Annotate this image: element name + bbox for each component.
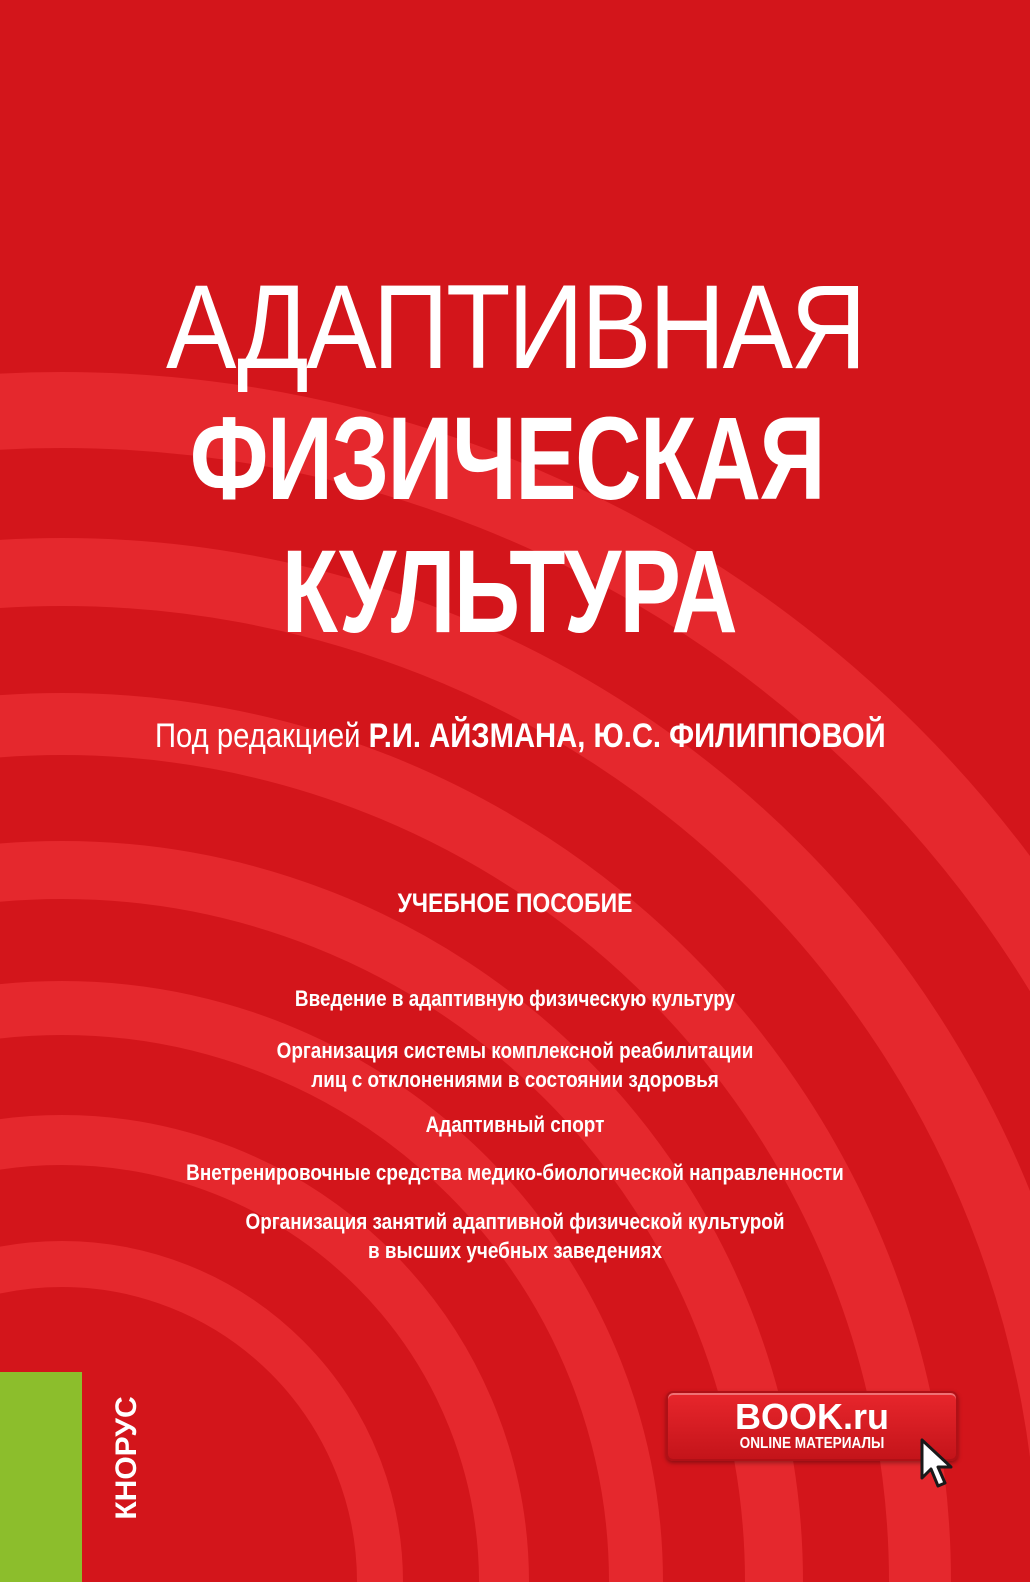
- bookru-subtitle: ONLINE МАТЕРИАЛЫ: [739, 1435, 885, 1452]
- topic-item: Организация системы комплексной реабилитации: [276, 1038, 754, 1063]
- title-line-2: ФИЗИЧЕСКАЯ: [189, 393, 825, 525]
- topic-item: Внетренировочные средства медико-биологической направленности: [186, 1160, 844, 1185]
- title-line-1: АДАПТИВНАЯ: [165, 260, 865, 394]
- topic-item-continuation: в высших учебных заведениях: [368, 1238, 662, 1263]
- topic-item: Введение в адаптивную физическую культуру: [294, 986, 736, 1011]
- topic-item-continuation: лиц с отклонениями в состоянии здоровья: [311, 1067, 719, 1092]
- editors-prefix: Под редакцией: [155, 717, 361, 755]
- title-line-3: КУЛЬТУРА: [281, 526, 737, 658]
- publisher-name: КНОРУС: [110, 1396, 143, 1520]
- topic-item: Организация занятий адаптивной физической культурой: [245, 1209, 785, 1234]
- editors-names: Р.И. АЙЗМАНА, Ю.С. ФИЛИППОВОЙ: [368, 717, 886, 755]
- green-spine-strip: [0, 1372, 82, 1582]
- mouse-pointer-icon: [920, 1438, 954, 1490]
- bookru-online-materials-button[interactable]: [666, 1391, 958, 1461]
- editors-line: [155, 716, 886, 756]
- book-type-label: УЧЕБНОЕ ПОСОБИЕ: [397, 888, 633, 918]
- bookru-logo: BOOK.ru: [734, 1396, 889, 1437]
- topic-item: Адаптивный спорт: [425, 1112, 605, 1137]
